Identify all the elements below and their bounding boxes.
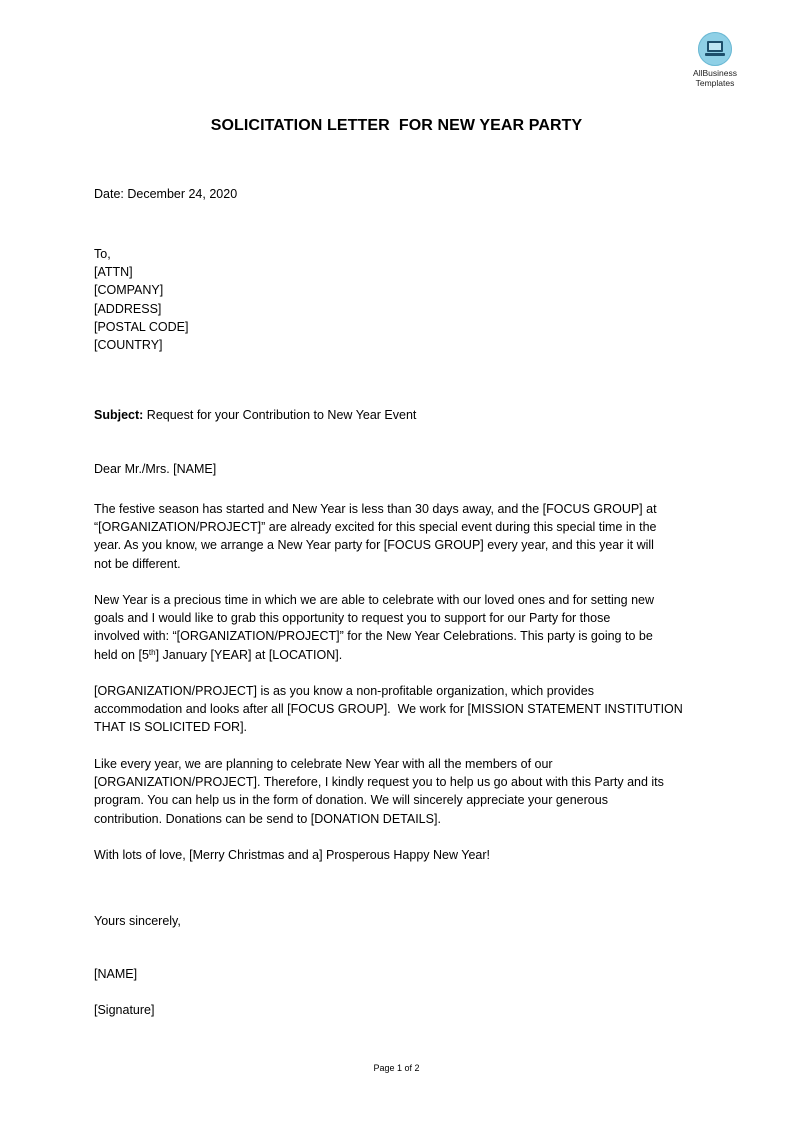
sender-name: [NAME]: [94, 967, 138, 981]
paragraph-line: New Year is a precious time in which we are able to celebrate with our loved ones and for setting new: [94, 593, 655, 607]
paragraph-line: THAT IS SOLICITED FOR].: [94, 720, 248, 735]
address-line: [POSTAL CODE]: [94, 319, 189, 334]
address-line: [COUNTRY]: [94, 338, 163, 353]
paragraph-line: contribution. Donations can be send to [DONATION DETAILS].: [94, 811, 441, 826]
ordinal-suffix: th: [148, 647, 156, 657]
paragraph-line: The festive season has started and New Year is less than 30 days away, and the [FOCUS GROUP] at: [94, 502, 657, 516]
paragraph-line: not be different.: [94, 556, 181, 571]
address-to: To,: [94, 247, 111, 261]
paragraph-line: involved with: “[ORGANIZATION/PROJECT]” for the New Year Celebrations. This party is going to be: [94, 629, 653, 644]
brand-name: [680, 68, 750, 88]
closing-wish: With lots of love, [Merry Christmas and a] Prosperous Happy New Year!: [94, 848, 490, 862]
paragraph-2: [94, 591, 709, 664]
address-line: [ATTN]: [94, 265, 133, 280]
salutation: Dear Mr./Mrs. [NAME]: [94, 462, 217, 476]
paragraph-line: “[ORGANIZATION/PROJECT]” are already excited for this special event during this special time in the: [94, 520, 657, 535]
subject-line: [94, 406, 709, 424]
page-number: Page 1 of 2: [373, 1063, 420, 1073]
address-line: [COMPANY]: [94, 283, 164, 298]
recipient-address: [94, 245, 709, 354]
held-pre: held on [5: [94, 647, 149, 662]
held-post: ] January [YEAR] at [LOCATION].: [155, 647, 343, 662]
paragraph-line: Like every year, we are planning to celebrate New Year with all the members of our: [94, 757, 553, 771]
paragraph-line: goals and I would like to grab this opportunity to request you to support for our Party for those: [94, 611, 611, 626]
paragraph-line: [ORGANIZATION/PROJECT]. Therefore, I kindly request you to help us go about with this Party and its: [94, 775, 664, 790]
brand-line-1: AllBusiness: [693, 68, 737, 78]
paragraph-line: [ORGANIZATION/PROJECT] is as you know a non-profitable organization, which provides: [94, 684, 594, 698]
brand-line-2: Templates: [695, 78, 735, 88]
paragraph-line: year. As you know, we arrange a New Year party for [FOCUS GROUP] every year, and this year it will: [94, 538, 654, 553]
date-line: Date: December 24, 2020: [94, 187, 238, 201]
paragraph-4: [94, 755, 709, 828]
paragraph-line: accommodation and looks after all [FOCUS GROUP]. We work for [MISSION STATEMENT INSTITUTION: [94, 702, 683, 717]
subject-text: Request for your Contribution to New Year Event: [143, 408, 417, 422]
sign-off: Yours sincerely,: [94, 914, 181, 928]
brand-logo[interactable]: [680, 32, 750, 88]
laptop-icon: [698, 32, 732, 66]
paragraph-line: program. You can help us in the form of donation. We will sincerely appreciate your generous: [94, 793, 608, 808]
page-title: SOLICITATION LETTER FOR NEW YEAR PARTY: [210, 117, 583, 134]
address-line: [ADDRESS]: [94, 301, 162, 316]
held-date-line: [94, 646, 709, 664]
subject-label: Subject:: [94, 408, 144, 422]
paragraph-3: [94, 682, 709, 737]
signature-placeholder: [Signature]: [94, 1003, 155, 1017]
paragraph-1: [94, 500, 709, 573]
